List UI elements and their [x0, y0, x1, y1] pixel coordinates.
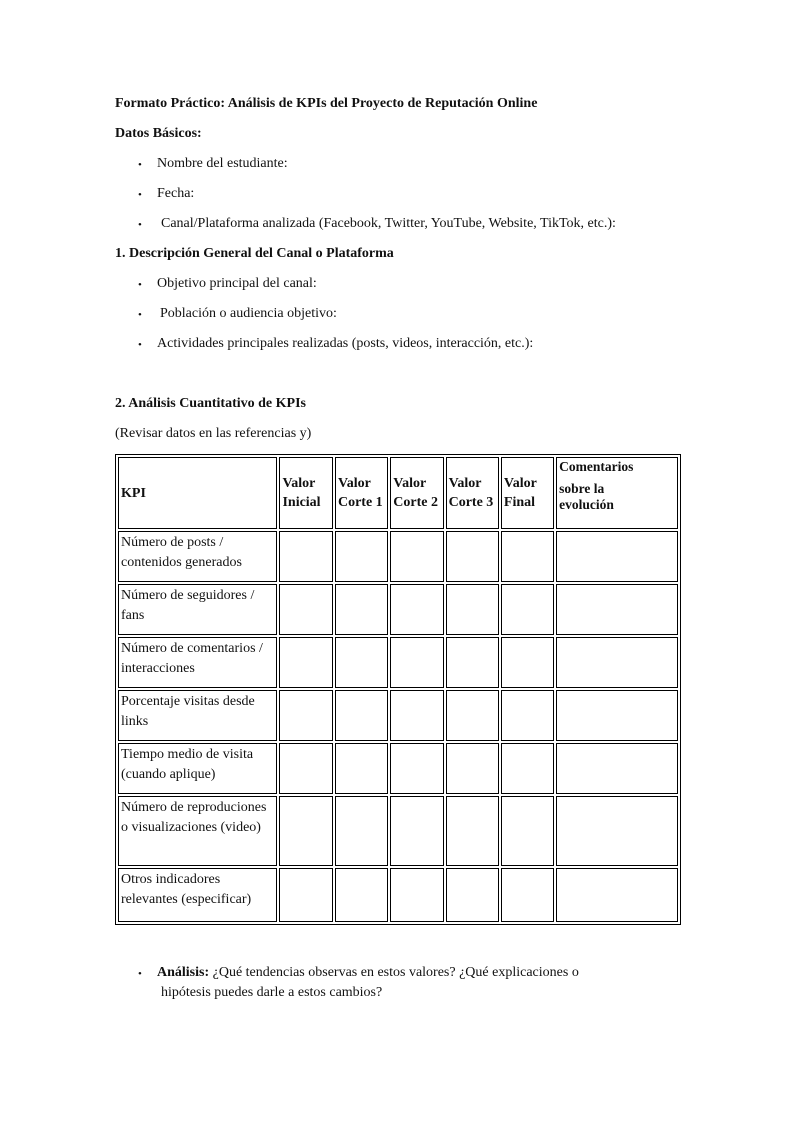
bullet-icon: • — [138, 309, 142, 321]
header-line: Valor — [503, 476, 537, 491]
kpi-label-cell: Número de posts / contenidos generados — [118, 531, 277, 582]
table-row — [118, 743, 678, 794]
input-cell[interactable] — [390, 796, 443, 866]
input-cell[interactable] — [335, 868, 388, 922]
input-cell[interactable] — [446, 868, 499, 922]
input-cell[interactable] — [556, 584, 678, 635]
header-line: Valor — [337, 476, 371, 491]
table-row — [118, 690, 678, 741]
table-row — [118, 531, 678, 582]
header-valor-corte-2 — [390, 457, 443, 529]
input-cell[interactable] — [446, 796, 499, 866]
input-cell[interactable] — [501, 584, 554, 635]
field-actividades-principales: Actividades principales realizadas (posts, videos, interacción, etc.): — [157, 336, 534, 351]
input-cell[interactable] — [279, 796, 333, 866]
input-cell[interactable] — [446, 584, 499, 635]
input-cell[interactable] — [279, 868, 333, 922]
input-cell[interactable] — [501, 796, 554, 866]
table-row — [118, 637, 678, 688]
header-line: Valor — [393, 476, 427, 491]
table-row — [118, 868, 678, 922]
input-cell[interactable] — [335, 796, 388, 866]
bullet-icon: • — [138, 279, 142, 291]
header-line: Comentarios — [559, 459, 634, 474]
bullet-icon: • — [138, 189, 142, 201]
header-line: Corte 2 — [393, 495, 438, 510]
input-cell[interactable] — [279, 637, 333, 688]
field-fecha: Fecha: — [157, 186, 195, 201]
header-line: evolución — [559, 497, 614, 512]
table-header-row — [118, 457, 678, 529]
input-cell[interactable] — [556, 690, 678, 741]
input-cell[interactable] — [279, 743, 333, 794]
analysis-text-line1: ¿Qué tendencias observas en estos valores? ¿Qué explicaciones o — [212, 965, 579, 980]
section2-heading: 2. Análisis Cuantitativo de KPIs — [115, 396, 306, 411]
input-cell[interactable] — [390, 868, 443, 922]
input-cell[interactable] — [390, 743, 443, 794]
field-nombre-estudiante: Nombre del estudiante: — [157, 156, 288, 171]
bullet-icon: • — [138, 339, 142, 351]
kpi-label-cell: Tiempo medio de visita (cuando aplique) — [118, 743, 277, 794]
header-comentarios — [556, 457, 678, 529]
input-cell[interactable] — [446, 690, 499, 741]
kpi-label-cell: Porcentaje visitas desde links — [118, 690, 277, 741]
field-poblacion-audiencia: Población o audiencia objetivo: — [160, 306, 337, 321]
input-cell[interactable] — [335, 531, 388, 582]
kpi-label-cell: Número de comentarios / interacciones — [118, 637, 277, 688]
section1-heading: 1. Descripción General del Canal o Plataforma — [115, 246, 394, 261]
bullet-icon: • — [138, 968, 142, 980]
page-title: Formato Práctico: Análisis de KPIs del Proyecto de Reputación Online — [115, 96, 538, 111]
header-line: Valor — [448, 476, 482, 491]
kpi-label-cell: Número de reproduciones o visualizaciones (video) — [118, 796, 277, 866]
input-cell[interactable] — [446, 637, 499, 688]
kpi-label-cell: Otros indicadores relevantes (especificar) — [118, 868, 277, 922]
input-cell[interactable] — [501, 637, 554, 688]
field-canal-plataforma: Canal/Plataforma analizada (Facebook, Twitter, YouTube, Website, TikTok, etc.): — [161, 216, 616, 231]
input-cell[interactable] — [556, 868, 678, 922]
table-row — [118, 584, 678, 635]
datos-basicos-heading: Datos Básicos: — [115, 126, 202, 141]
input-cell[interactable] — [501, 743, 554, 794]
analysis-label: Análisis: — [157, 965, 210, 980]
input-cell[interactable] — [279, 690, 333, 741]
input-cell[interactable] — [446, 743, 499, 794]
analysis-question — [157, 965, 579, 981]
header-line: Corte 1 — [337, 495, 383, 510]
input-cell[interactable] — [279, 531, 333, 582]
analysis-text-line2: hipótesis puedes darle a estos cambios? — [161, 985, 383, 1000]
header-line: Final — [503, 495, 536, 510]
header-line: Corte 3 — [448, 495, 494, 510]
input-cell[interactable] — [556, 796, 678, 866]
input-cell[interactable] — [390, 584, 443, 635]
bullet-icon: • — [138, 219, 142, 231]
header-kpi: KPI — [118, 457, 277, 529]
input-cell[interactable] — [335, 637, 388, 688]
input-cell[interactable] — [501, 531, 554, 582]
kpi-label-cell: Número de seguidores / fans — [118, 584, 277, 635]
header-valor-final — [501, 457, 554, 529]
input-cell[interactable] — [501, 690, 554, 741]
input-cell[interactable] — [335, 584, 388, 635]
header-line: Inicial — [282, 495, 321, 510]
header-valor-corte-3 — [446, 457, 499, 529]
section2-note: (Revisar datos en las referencias y) — [115, 426, 312, 441]
kpi-table — [115, 454, 681, 925]
header-line: sobre la — [559, 481, 605, 496]
header-valor-corte-1 — [335, 457, 388, 529]
bullet-icon: • — [138, 159, 142, 171]
input-cell[interactable] — [446, 531, 499, 582]
field-objetivo-principal: Objetivo principal del canal: — [157, 276, 317, 291]
input-cell[interactable] — [335, 690, 388, 741]
input-cell[interactable] — [279, 584, 333, 635]
table-row — [118, 796, 678, 866]
header-valor-inicial — [279, 457, 333, 529]
input-cell[interactable] — [556, 637, 678, 688]
input-cell[interactable] — [335, 743, 388, 794]
header-line: Valor — [282, 476, 316, 491]
input-cell[interactable] — [390, 531, 443, 582]
input-cell[interactable] — [501, 868, 554, 922]
input-cell[interactable] — [390, 637, 443, 688]
input-cell[interactable] — [390, 690, 443, 741]
input-cell[interactable] — [556, 743, 678, 794]
input-cell[interactable] — [556, 531, 678, 582]
